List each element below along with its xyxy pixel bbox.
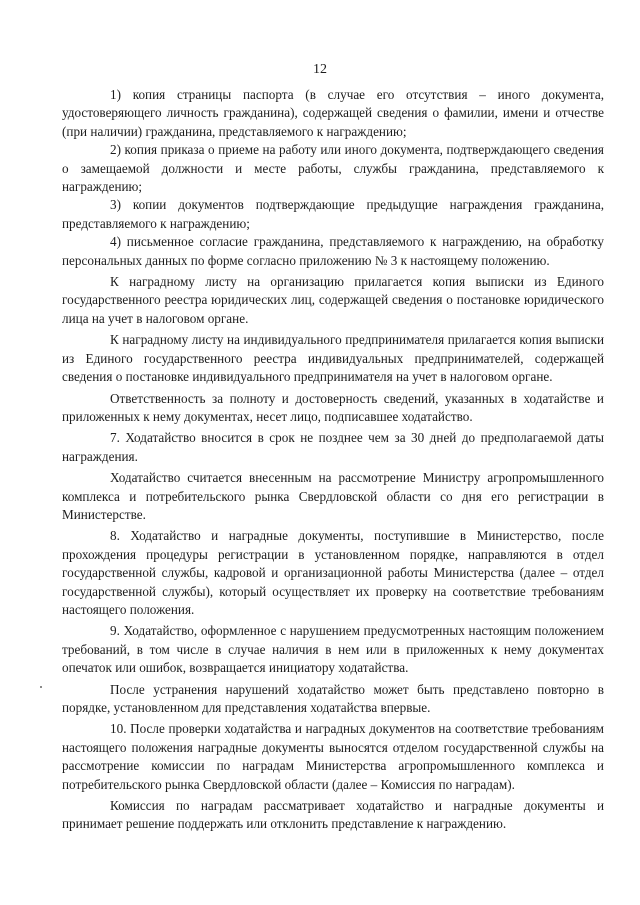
paragraph-passport-copy: 1) копия страницы паспорта (в случае его отсутствия – иного документа, удостоверяющего личность гражданина), содержащей сведения о фамилии, имени и отчестве (при наличии) гражданина, представляемого к награждению; (62, 87, 604, 139)
paragraph-consent: 4) письменное согласие гражданина, представляемого к награждению, на обработку персональных данных по форме согласно приложению № 3 к настоящему положению. (62, 234, 604, 268)
paragraph-previous-awards: 3) копии документов подтверждающие предыдущие награждения гражданина, представляемого к награждению; (62, 197, 604, 231)
paragraph-entrepreneur-extract: К наградному листу на индивидуального предпринимателя прилагается копия выписки из Единого государственного реестра индивидуальных предпринимателей, содержащей сведения о постановке индивидуального предпринимателя на учет в налоговом органе. (62, 332, 604, 385)
paragraph-commission-decision: Комиссия по наградам рассматривает ходатайство и наградные документы и принимает решение поддержать или отклонить представление к награждению. (62, 798, 604, 832)
paragraph-resubmission: После устранения нарушений ходатайство может быть представлено повторно в порядке, установленном для представления ходатайства впервые. (62, 681, 604, 715)
paragraph-organization-extract: К наградному листу на организацию прилагается копия выписки из Единого государственного реестра юридических лиц, содержащей сведения о постановке юридического лица на учет в налоговом органе. (62, 274, 604, 326)
paragraph-order-copy: 2) копия приказа о приеме на работу или иного документа, подтверждающего сведения о замещаемой должности и месте работы, службы гражданина, представляемого к награждению; (62, 142, 604, 195)
document-body (62, 86, 604, 834)
paragraph-submission: Ходатайство считается внесенным на рассмотрение Министру агропромышленного комплекса и потребительского рынка Свердловской области со дня его регистрации в Министерстве. (62, 470, 604, 522)
paragraph-registration: 8. Ходатайство и наградные документы, поступившие в Министерство, после прохождения процедуры регистрации в установленном порядке, направляются в отдел государственной службы, кадровой и организационной работы Министерства (далее – отдел государственной службы), который осуществляет их проверку на соответствие требованиям настоящего положения. (62, 528, 604, 617)
paragraph-responsibility: Ответственность за полноту и достоверность сведений, указанных в ходатайстве и приложенных к нему документах, несет лицо, подписавшее ходатайство. (62, 390, 604, 424)
paragraph-deadline: 7. Ходатайство вносится в срок не позднее чем за 30 дней до предполагаемой даты награждения. (62, 430, 604, 464)
scan-speck (40, 686, 42, 688)
page-number: 12 (313, 62, 327, 77)
paragraph-commission-review: 10. После проверки ходатайства и наградных документов на соответствие требованиям настоящего положения наградные документы выносятся отделом государственной службы на рассмотрение комиссии по наградам Министерства агропромышленного комплекса и потребительского рынка Свердловской области (далее – Комиссия по наградам). (62, 721, 604, 792)
paragraph-return: 9. Ходатайство, оформленное с нарушением предусмотренных настоящим положением требований, в том числе в случае наличия в нем или в приложенных к нему документах опечаток или ошибок, возвращается инициатору ходатайства. (62, 623, 604, 676)
